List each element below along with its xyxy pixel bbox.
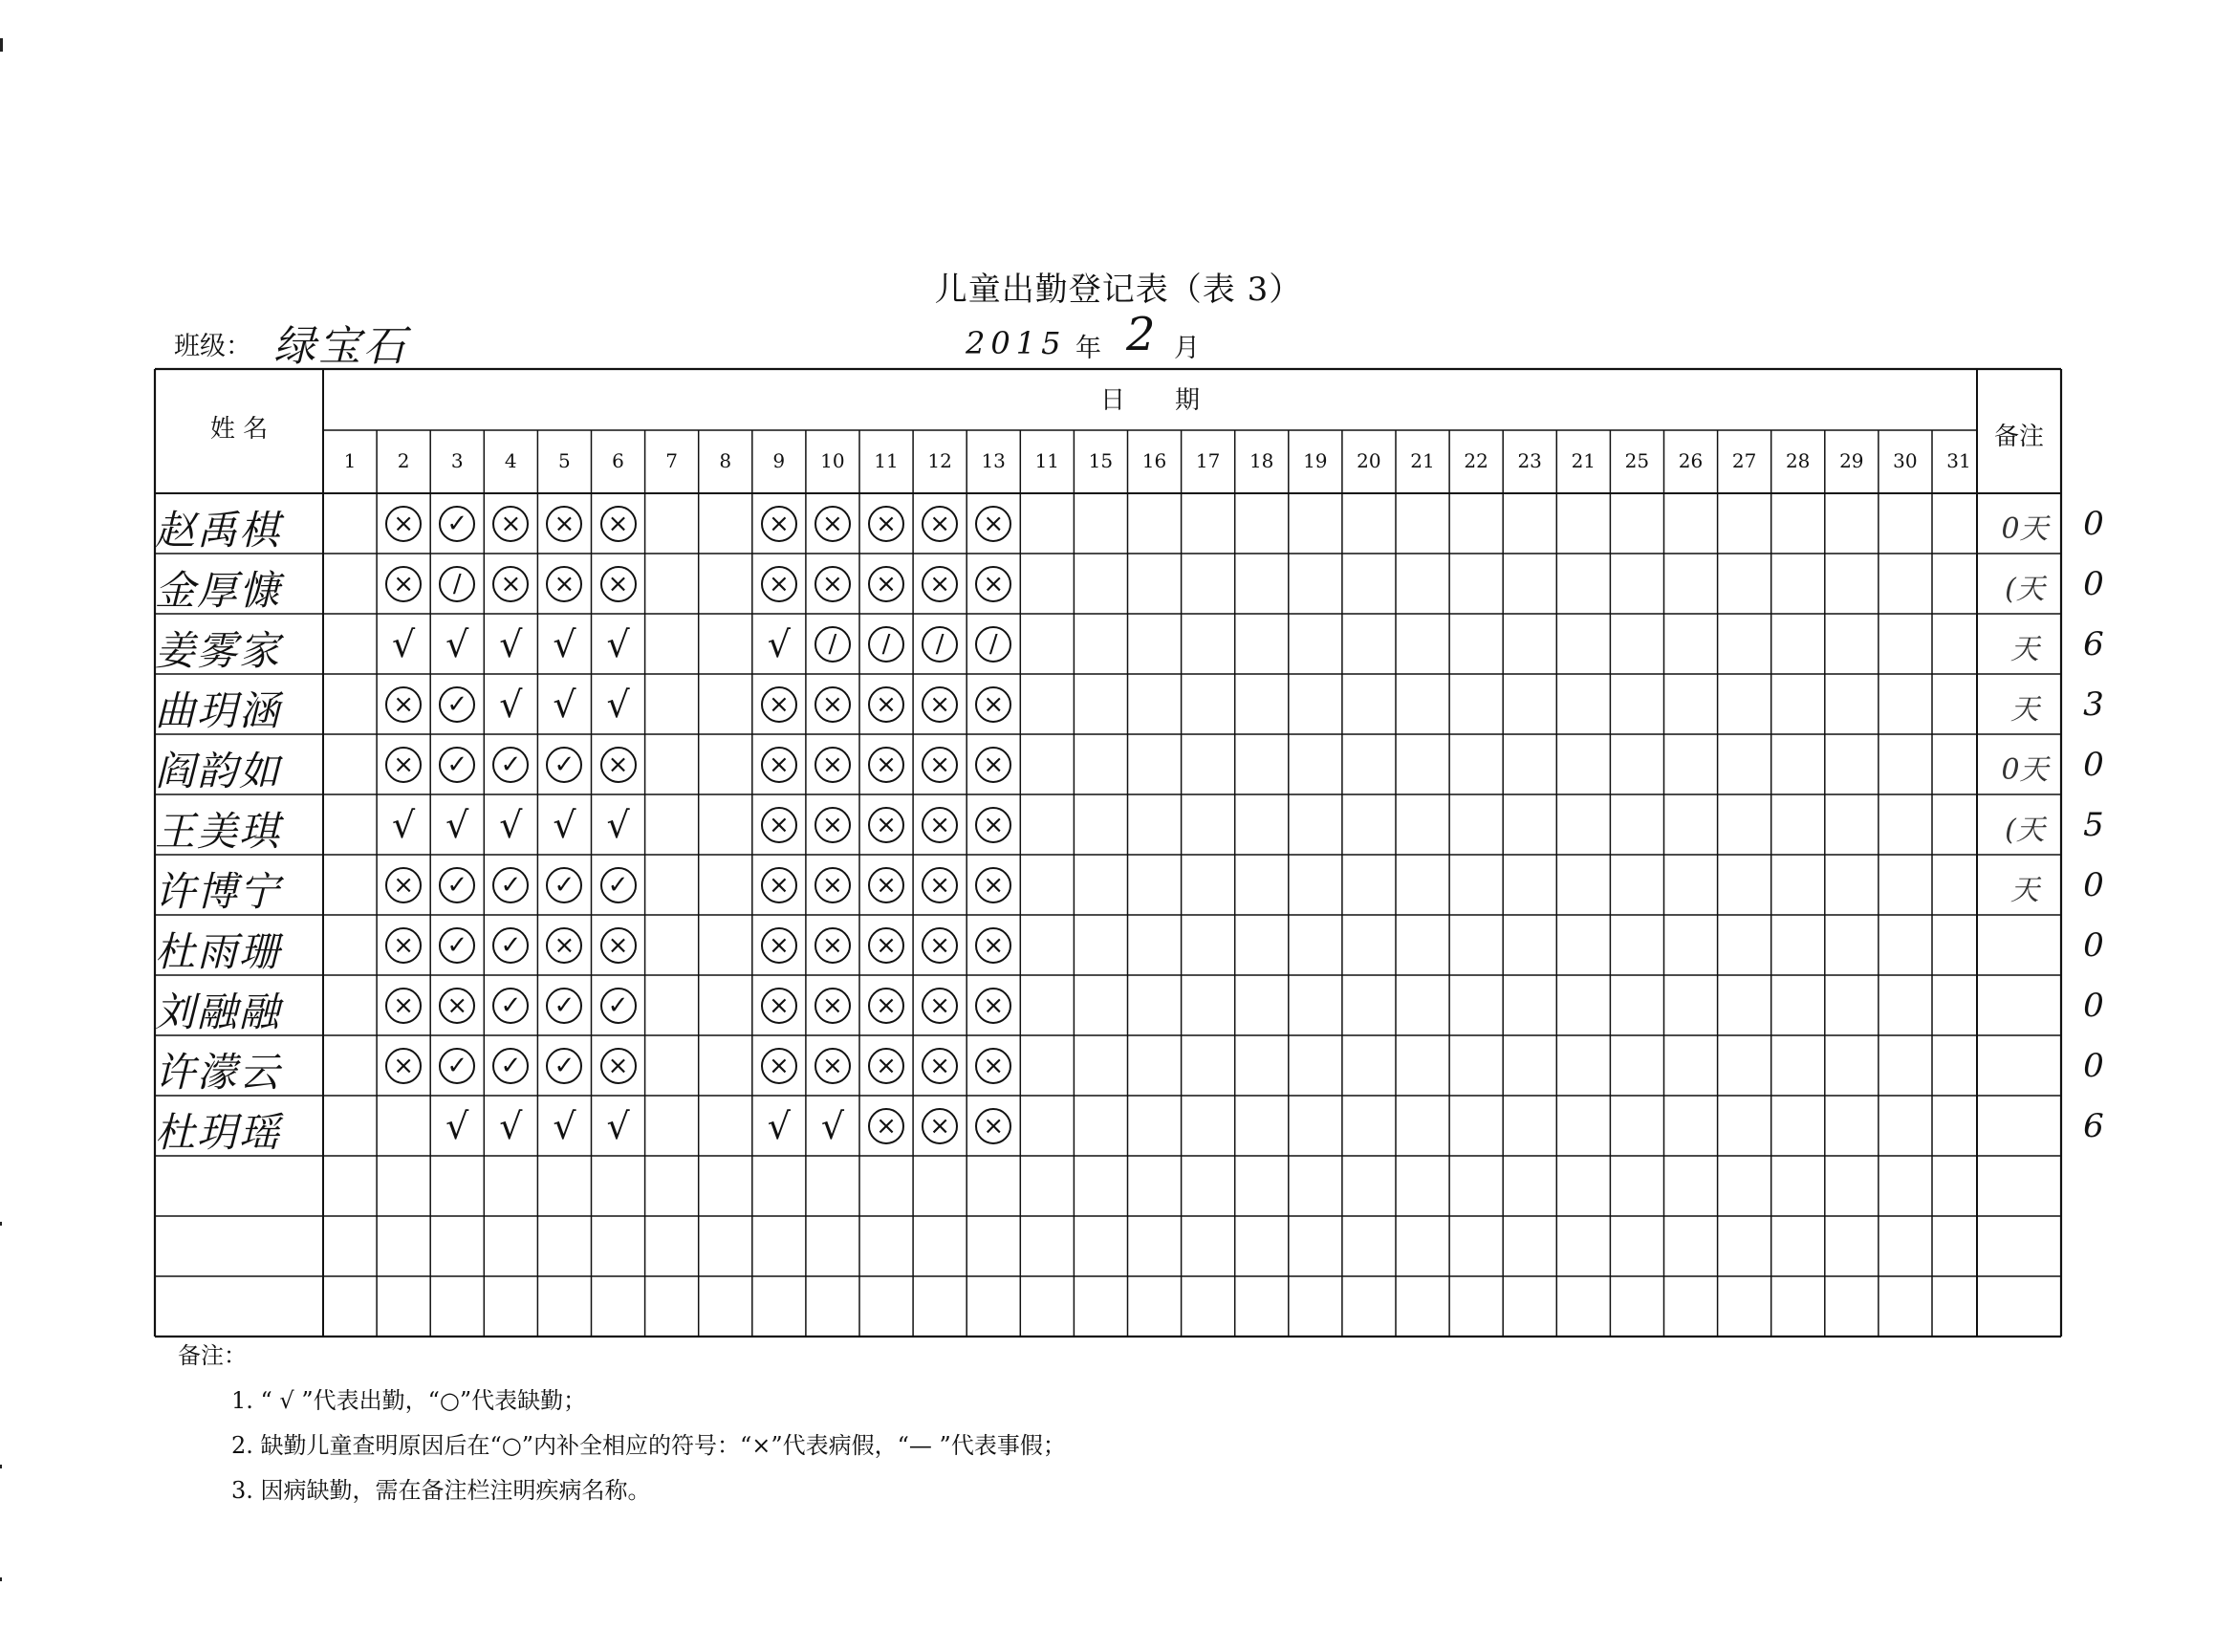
- day-number: 7: [665, 449, 678, 472]
- day-number: 27: [1731, 449, 1757, 472]
- circled-mark: ✓: [439, 686, 475, 723]
- sick-leave-mark: ×: [868, 686, 904, 723]
- sick-leave-mark: ×: [385, 747, 422, 783]
- month-value: 2: [1126, 308, 1156, 361]
- sick-leave-mark: ×: [922, 1048, 958, 1084]
- sick-leave-mark: ×: [385, 506, 422, 542]
- day-number: 13: [981, 449, 1006, 472]
- day-number: 28: [1785, 449, 1811, 472]
- circled-mark: /: [922, 626, 958, 663]
- class-value: 绿宝石: [273, 322, 408, 371]
- present-check-mark: √: [445, 622, 469, 665]
- sick-leave-mark: ×: [546, 566, 582, 602]
- day-number: 16: [1141, 449, 1167, 472]
- present-check-mark: √: [606, 622, 630, 665]
- day-number: 19: [1303, 449, 1328, 472]
- absence-total: 6: [2083, 1107, 2104, 1145]
- present-check-mark: √: [499, 1104, 523, 1147]
- remark-entry: 0天: [2001, 512, 2049, 546]
- sick-leave-mark: ×: [814, 867, 851, 903]
- header-remark: 备注: [1993, 423, 2044, 451]
- present-check-mark: √: [445, 803, 469, 846]
- sick-leave-mark: ×: [814, 566, 851, 602]
- student-name: 杜雨珊: [155, 928, 282, 975]
- circled-mark: ✓: [600, 988, 637, 1024]
- remark-entry: 天: [2010, 874, 2039, 907]
- circled-mark: /: [439, 566, 475, 602]
- sick-leave-mark: ×: [385, 686, 422, 723]
- sick-leave-mark: ×: [975, 988, 1011, 1024]
- present-check-mark: √: [499, 803, 523, 846]
- sick-leave-mark: ×: [814, 686, 851, 723]
- sick-leave-mark: ×: [922, 927, 958, 964]
- absence-total: 5: [2083, 806, 2104, 844]
- sick-leave-mark: ×: [868, 747, 904, 783]
- day-number: 3: [450, 449, 464, 472]
- month-unit: 月: [1174, 334, 1200, 363]
- absence-total: 3: [2083, 685, 2104, 724]
- day-number: 17: [1195, 449, 1221, 472]
- class-label: 班级：: [174, 332, 251, 361]
- sick-leave-mark: ×: [922, 747, 958, 783]
- sick-leave-mark: ×: [868, 867, 904, 903]
- student-name: 许博宁: [155, 868, 282, 915]
- student-name: 杜玥瑶: [155, 1109, 282, 1156]
- sick-leave-mark: ×: [814, 927, 851, 964]
- student-name: 王美琪: [155, 808, 282, 855]
- day-number: 12: [927, 449, 952, 472]
- day-number: 1: [343, 449, 357, 472]
- student-name: 许濛云: [155, 1049, 282, 1096]
- present-check-mark: √: [553, 803, 576, 846]
- day-number: 31: [1946, 449, 1971, 472]
- present-check-mark: √: [553, 1104, 576, 1147]
- sick-leave-mark: ×: [868, 506, 904, 542]
- circled-mark: ✓: [546, 867, 582, 903]
- sick-leave-mark: ×: [975, 807, 1011, 843]
- sick-leave-mark: ×: [600, 1048, 637, 1084]
- present-check-mark: √: [499, 622, 523, 665]
- sick-leave-mark: ×: [975, 506, 1011, 542]
- year-value: 2015: [966, 325, 1067, 361]
- sick-leave-mark: ×: [814, 747, 851, 783]
- sick-leave-mark: ×: [975, 566, 1011, 602]
- sick-leave-mark: ×: [385, 1048, 422, 1084]
- header-name: 姓 名: [209, 415, 269, 444]
- note-item: 3. 因病缺勤，需在备注栏注明疾病名称。: [231, 1477, 651, 1504]
- sick-leave-mark: ×: [546, 506, 582, 542]
- day-number: 15: [1088, 449, 1114, 472]
- sick-leave-mark: ×: [385, 988, 422, 1024]
- sick-leave-mark: ×: [761, 807, 797, 843]
- sick-leave-mark: ×: [975, 927, 1011, 964]
- day-number: 4: [504, 449, 517, 472]
- sick-leave-mark: ×: [600, 747, 637, 783]
- note-item: 1. “ √ ”代表出勤，“○”代表缺勤；: [231, 1387, 587, 1414]
- sick-leave-mark: ×: [868, 988, 904, 1024]
- day-number: 11: [1034, 449, 1060, 472]
- day-number: 21: [1410, 449, 1435, 472]
- sick-leave-mark: ×: [761, 927, 797, 964]
- sick-leave-mark: ×: [600, 566, 637, 602]
- sick-leave-mark: ×: [761, 506, 797, 542]
- sick-leave-mark: ×: [868, 566, 904, 602]
- present-check-mark: √: [606, 803, 630, 846]
- sick-leave-mark: ×: [761, 867, 797, 903]
- sick-leave-mark: ×: [868, 1108, 904, 1144]
- day-number: 23: [1517, 449, 1542, 472]
- sick-leave-mark: ×: [975, 1108, 1011, 1144]
- sick-leave-mark: ×: [814, 988, 851, 1024]
- remark-entry: 0天: [2001, 753, 2049, 787]
- form-title: 儿童出勤登记表（表 3）: [934, 271, 1303, 309]
- sick-leave-mark: ×: [814, 807, 851, 843]
- circled-mark: /: [814, 626, 851, 663]
- circled-mark: ✓: [492, 867, 529, 903]
- sick-leave-mark: ×: [868, 1048, 904, 1084]
- circled-mark: ✓: [546, 747, 582, 783]
- present-check-mark: √: [392, 622, 416, 665]
- present-check-mark: √: [499, 683, 523, 726]
- present-check-mark: √: [606, 683, 630, 726]
- note-item: 2. 缺勤儿童查明原因后在“○”内补全相应的符号：“×”代表病假，“— ”代表事假；: [231, 1432, 1066, 1459]
- sick-leave-mark: ×: [600, 927, 637, 964]
- absence-total: 0: [2083, 866, 2104, 904]
- remark-entry: 天: [2010, 693, 2039, 727]
- year-unit: 年: [1075, 334, 1101, 363]
- sick-leave-mark: ×: [385, 566, 422, 602]
- student-name: 赵禹棋: [155, 507, 282, 554]
- remark-entry: 天: [2010, 633, 2039, 666]
- present-check-mark: √: [392, 803, 416, 846]
- sick-leave-mark: ×: [439, 988, 475, 1024]
- notes-section: [178, 1334, 1066, 1513]
- sick-leave-mark: ×: [492, 506, 529, 542]
- circled-mark: ✓: [546, 1048, 582, 1084]
- sick-leave-mark: ×: [975, 686, 1011, 723]
- sick-leave-mark: ×: [922, 566, 958, 602]
- day-number: 29: [1839, 449, 1864, 472]
- sick-leave-mark: ×: [922, 506, 958, 542]
- circled-mark: ✓: [492, 1048, 529, 1084]
- sick-leave-mark: ×: [385, 927, 422, 964]
- circled-mark: ✓: [600, 867, 637, 903]
- circled-mark: /: [868, 626, 904, 663]
- absence-total: 6: [2083, 625, 2104, 663]
- day-number: 8: [719, 449, 732, 472]
- day-number: 20: [1357, 449, 1381, 472]
- sick-leave-mark: ×: [761, 988, 797, 1024]
- day-number: 9: [772, 449, 786, 472]
- sick-leave-mark: ×: [922, 1108, 958, 1144]
- day-number: 11: [874, 449, 899, 472]
- sick-leave-mark: ×: [868, 927, 904, 964]
- present-check-mark: √: [767, 622, 791, 665]
- student-name: 金厚慷: [155, 567, 282, 614]
- sick-leave-mark: ×: [922, 988, 958, 1024]
- remark-entry: (天: [2005, 573, 2045, 606]
- day-number: 26: [1678, 449, 1704, 472]
- sick-leave-mark: ×: [761, 747, 797, 783]
- day-number: 10: [820, 449, 845, 472]
- student-name: 曲玥涵: [155, 687, 282, 734]
- student-name: 姜雾家: [155, 627, 282, 674]
- sick-leave-mark: ×: [922, 807, 958, 843]
- circled-mark: ✓: [439, 747, 475, 783]
- present-check-mark: √: [553, 622, 576, 665]
- circled-mark: ✓: [492, 747, 529, 783]
- absence-total: 0: [2083, 505, 2104, 543]
- circled-mark: ✓: [439, 1048, 475, 1084]
- day-number: 5: [558, 449, 571, 472]
- circled-mark: ✓: [492, 927, 529, 964]
- absence-total: 0: [2083, 926, 2104, 965]
- sick-leave-mark: ×: [922, 686, 958, 723]
- sick-leave-mark: ×: [814, 1048, 851, 1084]
- present-check-mark: √: [606, 1104, 630, 1147]
- student-name: 阎韵如: [155, 748, 282, 794]
- sick-leave-mark: ×: [761, 686, 797, 723]
- present-check-mark: √: [445, 1104, 469, 1147]
- sick-leave-mark: ×: [868, 807, 904, 843]
- absence-total: 0: [2083, 1047, 2104, 1085]
- day-number: 6: [612, 449, 624, 472]
- sick-leave-mark: ×: [546, 927, 582, 964]
- circled-mark: ✓: [439, 927, 475, 964]
- day-number: 30: [1893, 449, 1918, 472]
- sick-leave-mark: ×: [600, 506, 637, 542]
- present-check-mark: √: [820, 1104, 845, 1147]
- notes-heading: 备注：: [178, 1342, 247, 1369]
- sick-leave-mark: ×: [761, 1048, 797, 1084]
- sick-leave-mark: ×: [761, 566, 797, 602]
- remark-entry: (天: [2005, 814, 2045, 847]
- absence-total: 0: [2083, 746, 2104, 784]
- day-number: 25: [1624, 449, 1650, 472]
- circled-mark: ✓: [439, 867, 475, 903]
- day-number: 21: [1571, 449, 1596, 472]
- day-number: 22: [1464, 449, 1488, 472]
- student-name: 刘融融: [155, 989, 282, 1035]
- sick-leave-mark: ×: [922, 867, 958, 903]
- sick-leave-mark: ×: [975, 867, 1011, 903]
- circled-mark: /: [975, 626, 1011, 663]
- sick-leave-mark: ×: [385, 867, 422, 903]
- sick-leave-mark: ×: [814, 506, 851, 542]
- circled-mark: ✓: [546, 988, 582, 1024]
- circled-mark: ✓: [492, 988, 529, 1024]
- sick-leave-mark: ×: [975, 1048, 1011, 1084]
- absence-total: 0: [2083, 565, 2104, 603]
- sick-leave-mark: ×: [492, 566, 529, 602]
- day-number: 18: [1249, 449, 1274, 472]
- header-date: 日 期: [1099, 386, 1200, 415]
- day-number: 2: [397, 449, 410, 472]
- absence-total: 0: [2083, 987, 2104, 1025]
- sick-leave-mark: ×: [975, 747, 1011, 783]
- present-check-mark: √: [767, 1104, 791, 1147]
- circled-mark: ✓: [439, 506, 475, 542]
- present-check-mark: √: [553, 683, 576, 726]
